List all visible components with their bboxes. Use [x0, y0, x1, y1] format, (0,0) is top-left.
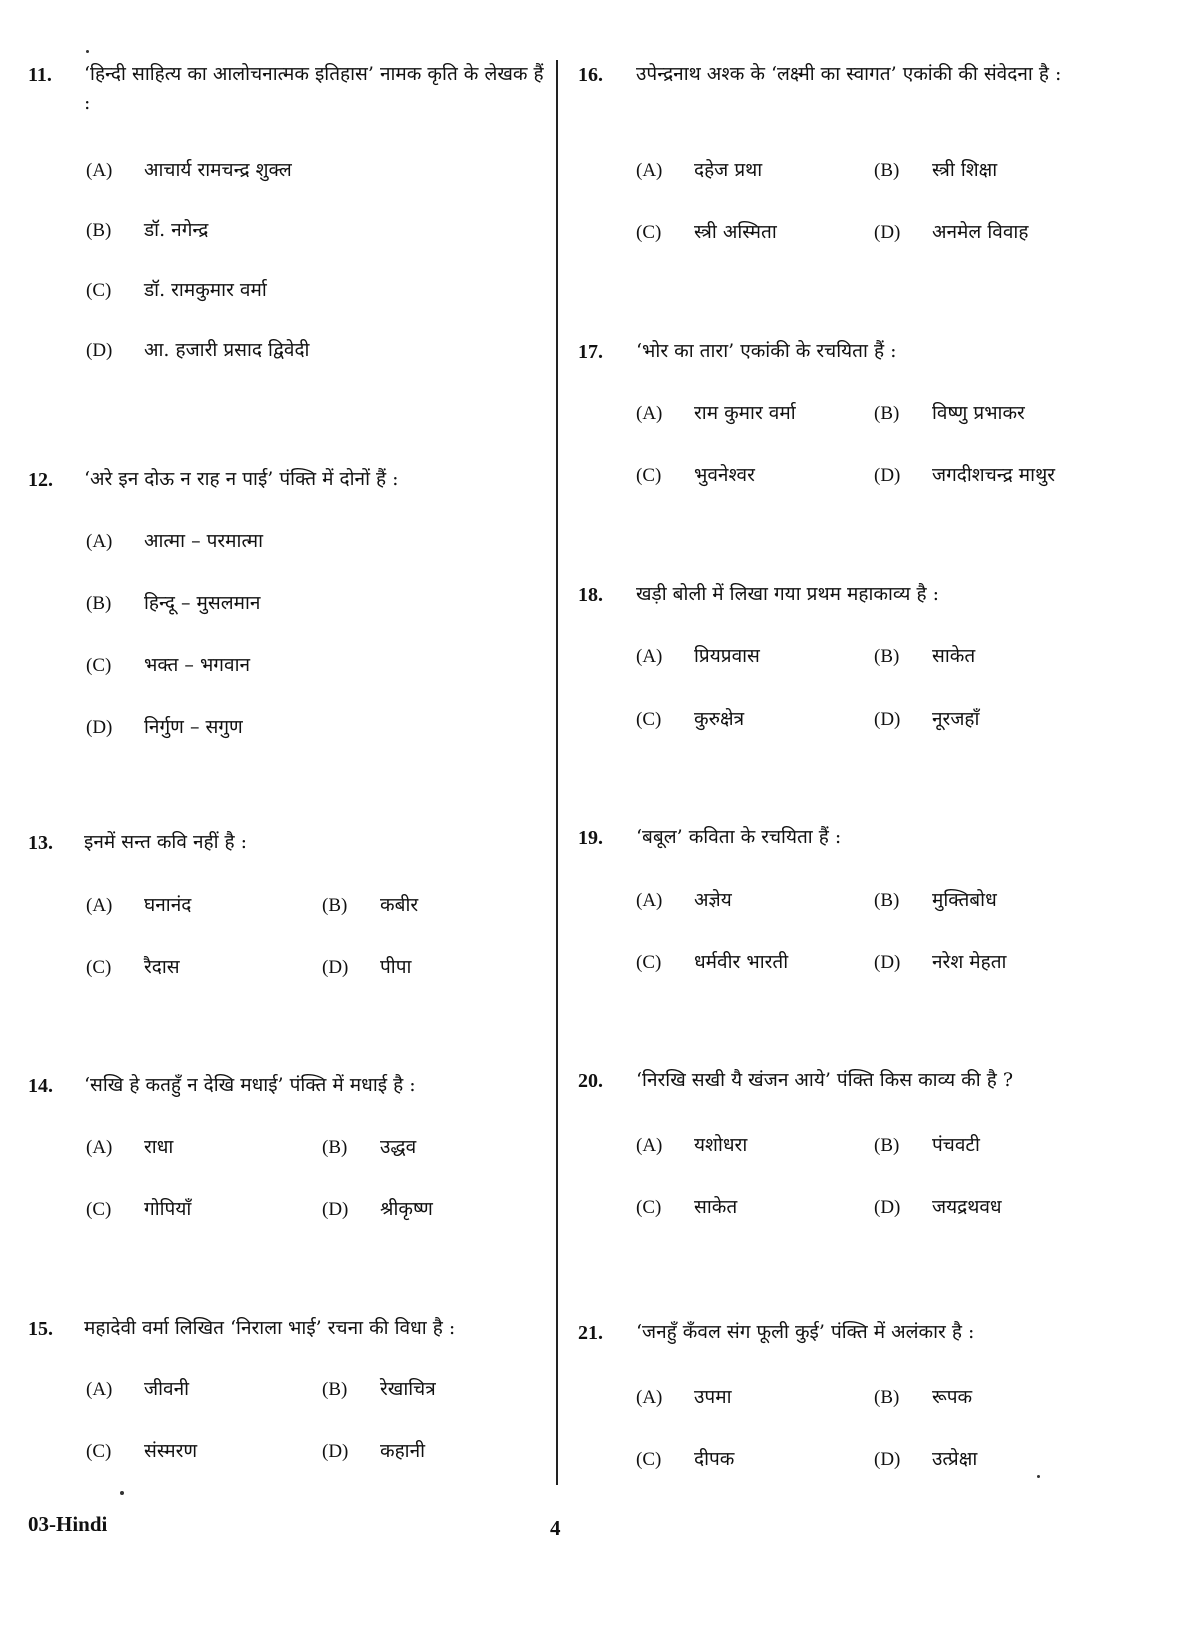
option-c: (C) रैदास [86, 956, 180, 978]
option-c: (C) कुरुक्षेत्र [636, 708, 745, 730]
option-c: (C) धर्मवीर भारती [636, 951, 789, 973]
question-16 [578, 60, 1098, 130]
option-d: (D) जयद्रथवध [874, 1196, 1002, 1218]
question-text: ‘सखि हे कतहुँ न देखि मधाई’ पंक्ति में मधाई है : [84, 1074, 416, 1096]
question-text: खड़ी बोली में लिखा गया प्रथम महाकाव्य है : [636, 583, 939, 605]
paper-code: 03-Hindi [28, 1512, 108, 1536]
question-text: ‘भोर का तारा’ एकांकी के रचयिता हैं : [636, 340, 897, 362]
question-number: 17. [578, 341, 603, 363]
option-d: (D) जगदीशचन्द्र माथुर [874, 464, 1055, 486]
option-b: (B) रेखाचित्र [322, 1378, 436, 1400]
option-a: (A) आचार्य रामचन्द्र शुक्ल [86, 159, 292, 181]
option-a: (A) राम कुमार वर्मा [636, 402, 796, 424]
question-number: 16. [578, 64, 603, 86]
question-17 [578, 337, 1098, 371]
option-b: (B) साकेत [874, 645, 976, 667]
question-number: 12. [28, 469, 53, 491]
question-14 [28, 1071, 548, 1105]
option-c: (C) स्त्री अस्मिता [636, 221, 777, 243]
option-b: (B) स्त्री शिक्षा [874, 159, 998, 181]
question-19 [578, 823, 1098, 857]
option-b: (B) डॉ. नगेन्द्र [86, 219, 209, 241]
option-b: (B) रूपक [874, 1386, 973, 1408]
question-number: 13. [28, 832, 53, 854]
column-divider [556, 60, 558, 1485]
option-d: (D) पीपा [322, 956, 412, 978]
question-12 [28, 465, 548, 499]
question-text: ‘जनहुँ कँवल संग फूली कुई’ पंक्ति में अलंकार है : [636, 1321, 975, 1343]
option-b: (B) कबीर [322, 894, 419, 916]
option-d: (D) नरेश मेहता [874, 951, 1007, 973]
option-a: (A) घनानंद [86, 894, 192, 916]
option-b: (B) विष्णु प्रभाकर [874, 402, 1025, 424]
question-20 [578, 1066, 1118, 1100]
option-c: (C) डॉ. रामकुमार वर्मा [86, 279, 267, 301]
option-d: (D) नूरजहाँ [874, 708, 980, 730]
option-a: (A) दहेज प्रथा [636, 159, 763, 181]
scan-speck [86, 50, 89, 53]
question-number: 14. [28, 1075, 53, 1097]
option-c: (C) दीपक [636, 1448, 735, 1470]
question-number: 11. [28, 64, 52, 86]
question-text: ‘हिन्दी साहित्य का आलोचनात्मक इतिहास’ नामक कृति के लेखक हैं : [84, 63, 544, 115]
option-d: (D) निर्गुण – सगुण [86, 716, 243, 738]
question-15 [28, 1314, 548, 1348]
option-d: (D) कहानी [322, 1440, 426, 1462]
question-number: 18. [578, 584, 603, 606]
scan-speck [1037, 1475, 1040, 1478]
option-c: (C) गोपियाँ [86, 1198, 192, 1220]
option-b: (B) हिन्दू – मुसलमान [86, 592, 261, 614]
question-number: 21. [578, 1322, 603, 1344]
option-a: (A) आत्मा – परमात्मा [86, 530, 264, 552]
option-b: (B) पंचवटी [874, 1134, 980, 1156]
question-21 [578, 1318, 1098, 1352]
question-text: ‘अरे इन दोऊ न राह न पाई’ पंक्ति में दोनों हैं : [84, 468, 399, 490]
option-a: (A) जीवनी [86, 1378, 190, 1400]
question-text: महादेवी वर्मा लिखित ‘निराला भाई’ रचना की विधा है : [84, 1317, 456, 1339]
option-d: (D) अनमेल विवाह [874, 221, 1029, 243]
question-text: इनमें सन्त कवि नहीं है : [84, 831, 248, 853]
question-11 [28, 60, 548, 130]
option-b: (B) उद्धव [322, 1136, 417, 1158]
question-text: ‘निरखि सखी यै खंजन आये’ पंक्ति किस काव्य की है ? [636, 1069, 1014, 1091]
option-c: (C) संस्मरण [86, 1440, 198, 1462]
option-a: (A) उपमा [636, 1386, 732, 1408]
option-c: (C) भक्त – भगवान [86, 654, 251, 676]
question-number: 19. [578, 827, 603, 849]
scan-speck [120, 1491, 124, 1495]
option-a: (A) प्रियप्रवास [636, 645, 760, 667]
question-text: ‘बबूल’ कविता के रचयिता हैं : [636, 826, 842, 848]
page-number: 4 [550, 1516, 561, 1540]
question-text: उपेन्द्रनाथ अश्क के ‘लक्ष्मी का स्वागत’ एकांकी की संवेदना है : [636, 63, 1062, 85]
question-13 [28, 828, 548, 862]
question-18 [578, 580, 1098, 614]
option-a: (A) राधा [86, 1136, 174, 1158]
question-number: 15. [28, 1318, 53, 1340]
option-b: (B) मुक्तिबोध [874, 889, 997, 911]
option-d: (D) उत्प्रेक्षा [874, 1448, 978, 1470]
question-number: 20. [578, 1070, 603, 1092]
option-c: (C) साकेत [636, 1196, 738, 1218]
option-a: (A) अज्ञेय [636, 889, 732, 911]
option-d: (D) आ. हजारी प्रसाद द्विवेदी [86, 339, 310, 361]
option-a: (A) यशोधरा [636, 1134, 748, 1156]
option-c: (C) भुवनेश्वर [636, 464, 755, 486]
option-d: (D) श्रीकृष्ण [322, 1198, 433, 1220]
